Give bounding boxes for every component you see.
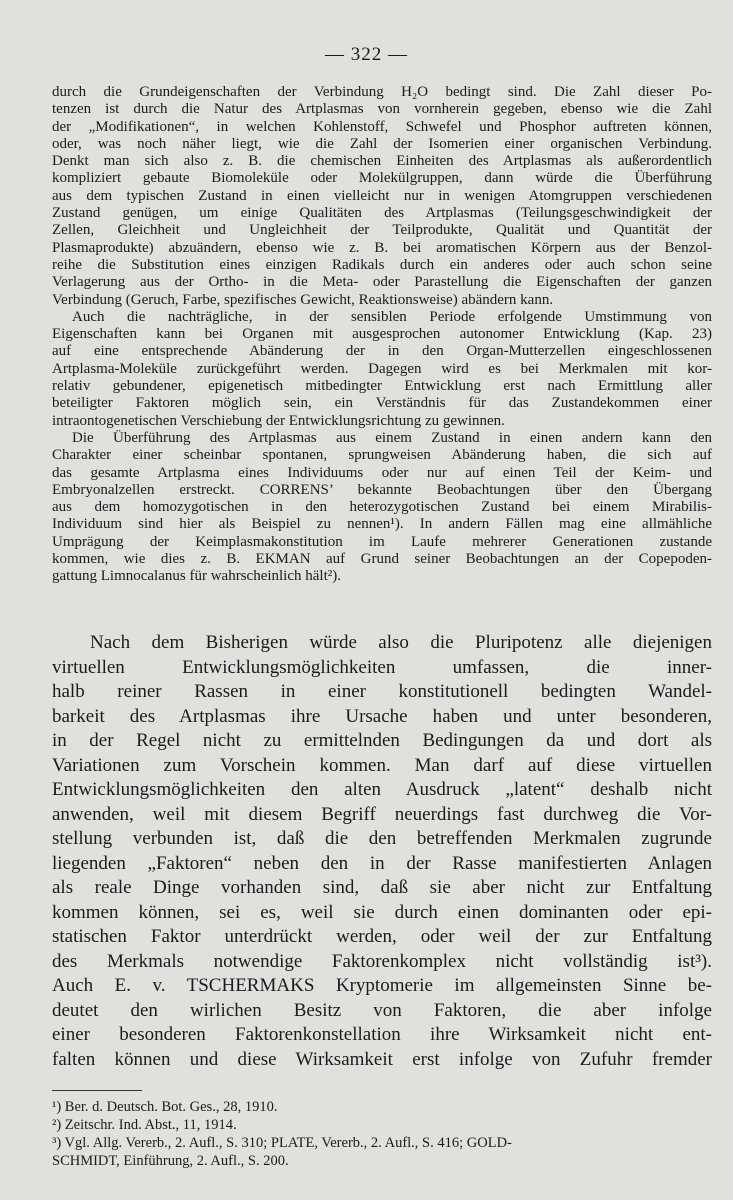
small-text-line: Auch die nachträgliche, in der sensiblen Periode erfolgende Umstimmung von [72,308,712,325]
small-text-line: relativ gebundener, epigenetisch mitbedingter Entwicklung erst nach Ermittlung aller [52,378,712,395]
page-number: — 322 — [325,44,408,65]
main-text-block [52,631,712,1072]
small-text-line: Die Überführung des Artplasmas aus einem Zustand in einen andern kann den [72,429,712,446]
small-text-line: Charakter einer scheinbar spontanen, sprungweisen Abänderung haben, die sich auf [52,447,712,464]
main-text-line: kommen können, sei es, weil sie durch einen dominanten oder epi- [52,901,712,923]
footnotes [52,1098,712,1170]
small-text-line: das gesamte Artplasma eines Individuums oder nur auf einen Teil der Keim- und [52,464,712,481]
small-text-line: Embryonalzellen erstreckt. CORRENS’ bekannte Beobachtungen über den Übergang [52,481,712,498]
small-text-line: intraontogenetischen Verschiebung der Entwicklungsrichtung zu gewinnen. [52,412,505,429]
small-text-line: aus dem typischen Zustand in einen vielleicht nur in wenigen Atomgruppen verschiedenen [52,187,712,204]
small-text-line: Individuum sind hier als Beispiel zu nennen¹). In andern Fällen mag eine allmähliche [52,516,712,533]
footnote-divider [52,1090,142,1091]
main-text-line: anwenden, weil mit diesem Begriff neuerdings fast durchweg die Vor- [52,803,712,825]
small-text-line: reihe die Substitution eines einzigen Radikals durch ein anderes oder auch schon seine [52,256,712,273]
main-text-line: in der Regel nicht zu ermittelnden Bedingungen da und dort als [52,730,712,751]
small-text-line: auf eine entsprechende Abänderung der in den Organ-Mutterzellen eingeschlossenen [52,343,712,360]
main-text-line: Nach dem Bisherigen würde also die Pluripotenz alle diejenigen [90,632,712,653]
footnote-line: SCHMIDT, Einführung, 2. Aufl., S. 200. [52,1153,289,1169]
main-text-line: barkeit des Artplasmas ihre Ursache haben und unter besonderen, [52,705,712,727]
small-text-line: gattung Limnocalanus für wahrscheinlich hält²). [52,568,341,585]
small-text-line: der „Modifikationen“, in welchen Kohlenstoff, Schwefel und Phosphor auftreten können, [52,118,712,135]
main-text-line: als reale Dinge vorhanden sind, daß sie aber nicht zur Entfaltung [52,877,712,898]
small-text-line: kommen, wie dies z. B. EKMAN auf Grund seiner Beobachtungen an der Copepoden- [52,551,712,568]
small-text-line: aus dem homozygotischen in den heterozygotischen Zustand bei einem Mirabilis- [52,499,712,516]
small-print-text-block [52,84,712,586]
small-text-line: Zellen, Gleichheit und Ungleichheit der Teilprodukte, Qualität und Quantität der [52,222,712,239]
main-text-line: deutet den wirlichen Besitz von Faktoren, die aber infolge [52,999,712,1021]
main-text-line: Entwicklungsmöglichkeiten den alten Ausdruck „latent“ deshalb nicht [52,779,712,800]
small-text-line: Verlagerung aus der Ortho- in die Meta- oder Parastellung die Eigenschaften der ganzen [52,274,712,291]
main-text-line: stellung verbunden ist, daß die den betreffenden Merkmalen zugrunde [52,828,712,849]
small-text-line: Artplasma-Moleküle zurückgeführt werden. Dagegen wird es bei Merkmalen mit kor- [52,360,712,377]
main-text-line: liegenden „Faktoren“ neben den in der Rasse manifestierten Anlagen [52,852,712,874]
small-text-line: Plasmaprodukte) abzuändern, ebenso wie z. B. bei aromatischen Körpern aus der Benzol- [52,239,712,256]
footnote-line: ³) Vgl. Allg. Vererb., 2. Aufl., S. 310; PLATE, Vererb., 2. Aufl., S. 416; GOLD- [52,1135,512,1151]
small-text-line: kompliziert gebaute Biomoleküle oder Molekülgruppen, dann würde die Überführung [52,170,712,187]
footnote-line: ²) Zeitschr. Ind. Abst., 11, 1914. [52,1117,237,1133]
main-text-line: des Merkmals notwendige Faktorenkomplex nicht vollständig ist³). [52,950,712,972]
small-text-line: Zustand genügen, um einige Qualitäten des Artplasmas (Teilungsgeschwindigkeit der [52,205,712,222]
footnote-line: ¹) Ber. d. Deutsch. Bot. Ges., 28, 1910. [52,1099,278,1115]
small-text-line: durch die Grundeigenschaften der Verbindung H₂O bedingt sind. Die Zahl dieser Po- [52,84,712,100]
small-text-line: Umprägung der Keimplasmakonstitution im Laufe mehrerer Generationen zustande [52,533,712,550]
small-text-line: tenzen ist durch die Natur des Artplasmas von vornherein gegeben, ebenso wie die Zahl [52,101,712,118]
main-text-line: einer besonderen Faktorenkonstellation ihre Wirksamkeit nicht ent- [52,1024,712,1045]
small-text-line: Denkt man sich also z. B. die chemischen Einheiten des Artplasmas als außerordentlich [52,153,712,170]
small-text-line: beteiligter Faktoren möglich sein, ein Verständnis für das Zustandekommen einer [52,395,712,412]
main-text-line: halb reiner Rassen in einer konstitutionell bedingten Wandel- [52,681,712,702]
main-text-line: falten können und diese Wirksamkeit erst infolge von Zufuhr fremder [52,1048,712,1070]
main-text-line: Variationen zum Vorschein kommen. Man darf auf diese virtuellen [52,754,712,776]
main-text-line: Auch E. v. TSCHERMAKS Kryptomerie im allgemeinsten Sinne be- [52,975,712,996]
small-text-line: Eigenschaften kann bei Organen mit ausgesprochen autonomer Entwicklung (Kap. 23) [52,326,712,343]
small-text-line: Verbindung (Geruch, Farbe, spezifisches Gewicht, Reaktionsweise) abändern kann. [52,291,554,308]
small-text-line: oder, was noch näher liegt, wie die Zahl der Isomerien einer organischen Verbindung. [52,135,712,152]
main-text-line: statischen Faktor unterdrückt werden, oder weil der zur Entfaltung [52,926,712,947]
main-text-line: virtuellen Entwicklungsmöglichkeiten umfassen, die inner- [52,656,712,678]
